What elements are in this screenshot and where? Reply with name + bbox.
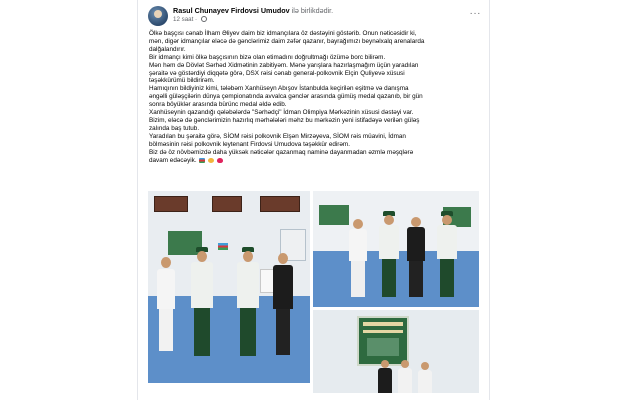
olympic-center-banner-photo[interactable]	[313, 310, 479, 393]
heart-icon	[217, 158, 223, 163]
group-with-certificates-photo[interactable]	[313, 191, 479, 307]
post-line: Xanhüseynin qazandığı qələbələrdə "Sərhədçi" İdman Olimpiya Mərkəzinin xüsusi dəstəyi var.	[149, 109, 414, 117]
globe-icon	[201, 16, 207, 22]
post-author-line	[173, 6, 333, 15]
post-line: şəraitə və göstərdiyi diqqətə görə, DSX rəisi cənab general-polkovnik Elçin Quliyevə xüsusi	[149, 69, 405, 77]
facebook-post	[137, 0, 490, 400]
post-line: Ölkə başçısı cənab İlham Əliyev daim biz idmançılara öz dəstəyini göstərib. Onun nəticəsidir ki,	[149, 30, 417, 37]
post-line: əngəlli güləşçilərin dünya çempionatında avvalca gənclər arasında gümüş medal qazanıb, bir gün	[149, 93, 423, 101]
post-line: Hamıqının bildiyiniz kimi, tələbəm Xanhüseyn Abışov İstanbulda keçirilən eşitmə və danışma	[149, 85, 409, 93]
author-avatar[interactable]	[148, 6, 168, 26]
post-line: bölməsinin rəisi polkovnik leytenant Firdovsi Umudova təşəkkür edirəm.	[149, 140, 350, 148]
muscle-icon	[208, 158, 214, 163]
post-line: zalında baş tutub.	[149, 124, 200, 132]
post-line: təşəkkürümü bildirirəm.	[149, 77, 215, 85]
post-line: dalğalandırır.	[149, 45, 186, 53]
post-line: Yaradılan bu şəraitə görə, SİOM rəisi polkovnik Elşən Mirzəyeva, SİOM rəis müavini, İdman	[149, 132, 406, 140]
author-name-link[interactable]: Rasul Chunayev Firdovsi Umudov	[173, 6, 290, 15]
post-line-last	[149, 157, 482, 166]
award-ceremony-photo[interactable]	[148, 191, 310, 383]
post-line: davam edəcəyik.	[149, 156, 197, 164]
post-line: Bizim, eləcə də gənclərimizin hazırlıq mərhələləri məhz bu mərkəzin yeni istifadəyə verilən güləş	[149, 116, 420, 124]
shared-suffix: ilə birlikdədir.	[291, 6, 334, 15]
post-line: Mən həm də Dövlət Sərhəd Xidmətinin zabitiyəm. Mənə yarışlara hazırlaşmağım üçün yaradılan	[149, 61, 419, 69]
flag-icon	[199, 158, 205, 163]
emoji-group	[198, 158, 223, 166]
post-line: mən, digər idmançılar eləcə də gənclərimiz daim zəfər qazanır, bayrağımızı beynəlxalq arenalarda	[149, 37, 425, 45]
post-text	[149, 30, 482, 165]
post-header	[148, 6, 481, 26]
post-meta: 12 saat ·	[173, 16, 207, 23]
post-line: Biz də öz növbəmizdə daha yüksək nəticələr qazanmaq naminə dayanmadan əzmlə məşqlərə	[149, 148, 414, 156]
photo-grid	[148, 191, 479, 393]
post-line: sonra böyüklər arasında bürünc medal əldə edib.	[149, 101, 287, 109]
post-line: Bir idmançı kimi ölkə başçısının bizə olan etimadını doğrultmağı özümə borc bilirəm.	[149, 53, 386, 61]
more-options-icon[interactable]: ···	[469, 8, 481, 19]
post-timestamp[interactable]: 12 saat	[173, 16, 194, 23]
